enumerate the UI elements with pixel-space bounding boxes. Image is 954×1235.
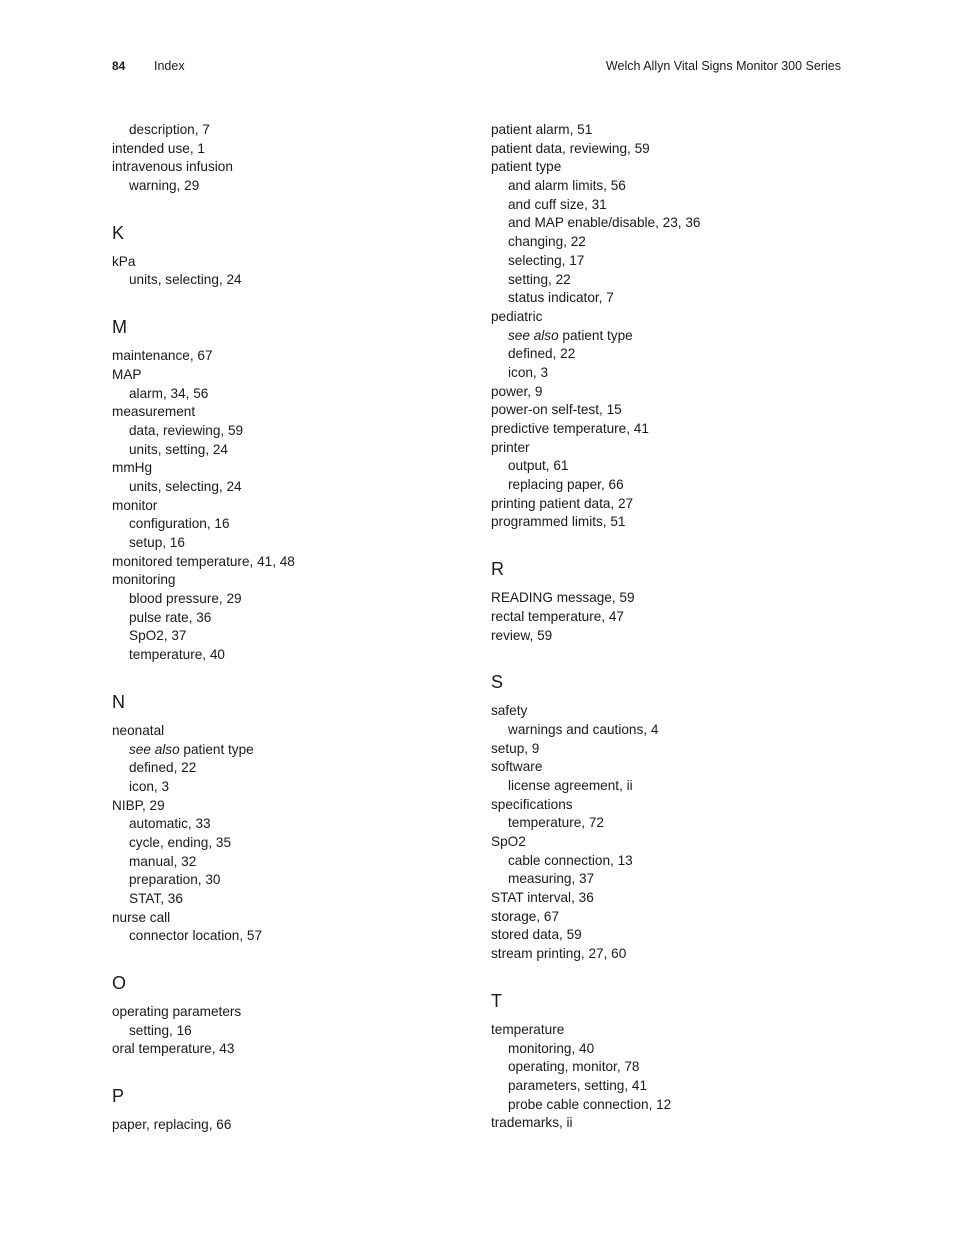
index-subentry: monitoring, 40 [508,1040,595,1056]
index-letter-heading: N [112,691,125,712]
index-subentry: units, selecting, 24 [129,478,242,494]
index-entry: nurse call [112,909,171,925]
index-entry: kPa [112,253,136,269]
index-entry: paper, replacing, 66 [112,1117,232,1133]
index-entry: SpO2 [491,834,526,849]
see-also-label: see also [508,327,559,343]
index-letter-heading: T [491,990,502,1011]
book-title: Welch Allyn Vital Signs Monitor 300 Series [605,59,841,73]
index-entry: monitor [112,497,158,513]
index-entry: software [491,759,543,775]
index-subentry: output, 61 [508,458,569,474]
index-entry: patient type [491,159,562,175]
index-subentry: icon, 3 [129,778,170,794]
index-subentry: setting, 22 [508,271,571,287]
index-subentry: description, 7 [129,122,210,137]
index-subentry: preparation, 30 [129,872,221,888]
index-entry: operating parameters [112,1004,242,1020]
index-entry: STAT interval, 36 [491,890,594,906]
index-entry: trademarks, ii [491,1115,573,1131]
index-entry: intended use, 1 [112,140,205,156]
index-subentry: temperature, 40 [129,647,225,663]
index-entry: maintenance, 67 [112,348,213,364]
index-subentry: data, reviewing, 59 [129,422,244,438]
index-subentry: and MAP enable/disable, 23, 36 [508,215,701,231]
index-subentry: alarm, 34, 56 [129,385,209,401]
index-subentry: measuring, 37 [508,871,595,887]
index-entry: patient alarm, 51 [491,122,593,137]
see-also-label: see also [129,741,180,757]
index-subentry: license agreement, ii [508,777,633,793]
index-subentry: cable connection, 13 [508,852,633,868]
index-entry: printer [491,439,530,455]
index-subentry: automatic, 33 [129,816,211,832]
index-subentry: defined, 22 [129,760,197,776]
index-subentry: parameters, setting, 41 [508,1077,648,1093]
index-subentry: warning, 29 [129,178,200,194]
index-subentry: operating, monitor, 78 [508,1059,640,1075]
index-subentry: warnings and cautions, 4 [508,721,659,737]
index-letter-heading: K [112,222,125,243]
index-entry: power-on self-test, 15 [491,402,622,418]
index-subentry: changing, 22 [508,234,586,250]
index-subentry: manual, 32 [129,853,197,869]
page-header [112,59,841,77]
index-subentry: defined, 22 [508,346,576,362]
index-entry: MAP [112,366,142,382]
index-entry: temperature [491,1021,565,1037]
index-entry: oral temperature, 43 [112,1041,235,1057]
page-number: 84 [112,59,126,73]
index-subentry: replacing paper, 66 [508,477,624,493]
index-entry: stream printing, 27, 60 [491,946,627,962]
index-subentry: temperature, 72 [508,815,604,831]
index-letter-heading: P [112,1086,125,1107]
index-entry: predictive temperature, 41 [491,421,649,436]
index-letter-heading: S [491,672,504,693]
index-entry: safety [491,703,528,719]
index-entry: monitored temperature, 41, 48 [112,553,295,569]
index-letter-heading: M [112,317,127,338]
index-entry: neonatal [112,722,165,738]
index-entry: setup, 9 [491,740,540,756]
index-subentry: and cuff size, 31 [508,196,607,212]
index-subentry: cycle, ending, 35 [129,834,232,850]
index-column-left [112,121,452,1135]
index-entry: pediatric [491,308,543,324]
index-subentry: connector location, 57 [129,928,263,944]
index-subentry [112,741,452,760]
index-entry: programmed limits, 51 [491,514,626,530]
index-entry: READING message, 59 [491,590,635,606]
section-title: Index [154,59,185,73]
index-subentry: configuration, 16 [129,516,230,532]
index-entry-text: patient type [179,741,254,757]
index-subentry: and alarm limits, 56 [508,178,626,194]
index-entry: review, 59 [491,627,553,643]
index-entry: specifications [491,796,573,812]
index-subentry: STAT, 36 [129,891,183,906]
index-entry: NIBP, 29 [112,797,165,813]
index-subentry: pulse rate, 36 [129,609,212,625]
index-subentry: status indicator, 7 [508,290,614,306]
index-subentry [491,327,831,346]
index-entry-text: patient type [558,327,633,343]
index-subentry: units, setting, 24 [129,441,228,457]
index-entry: measurement [112,404,196,420]
index-entry: stored data, 59 [491,927,582,943]
index-subentry: blood pressure, 29 [129,591,242,607]
index-column-right [491,121,831,1133]
index-subentry: selecting, 17 [508,252,585,268]
index-entry: printing patient data, 27 [491,495,634,511]
index-entry: intravenous infusion [112,159,233,175]
index-subentry: units, selecting, 24 [129,272,242,288]
index-letter-heading: R [491,559,504,580]
index-entry: rectal temperature, 47 [491,608,624,624]
index-entry: power, 9 [491,383,543,399]
index-subentry: setup, 16 [129,535,185,550]
index-entry: mmHg [112,460,153,476]
index-subentry: probe cable connection, 12 [508,1096,672,1112]
index-letter-heading: O [112,973,127,994]
index-entry: patient data, reviewing, 59 [491,140,650,156]
index-subentry: SpO2, 37 [129,628,187,644]
index-subentry: icon, 3 [508,364,549,380]
index-entry: monitoring [112,572,176,588]
index-subentry: setting, 16 [129,1022,192,1038]
index-entry: storage, 67 [491,908,560,924]
